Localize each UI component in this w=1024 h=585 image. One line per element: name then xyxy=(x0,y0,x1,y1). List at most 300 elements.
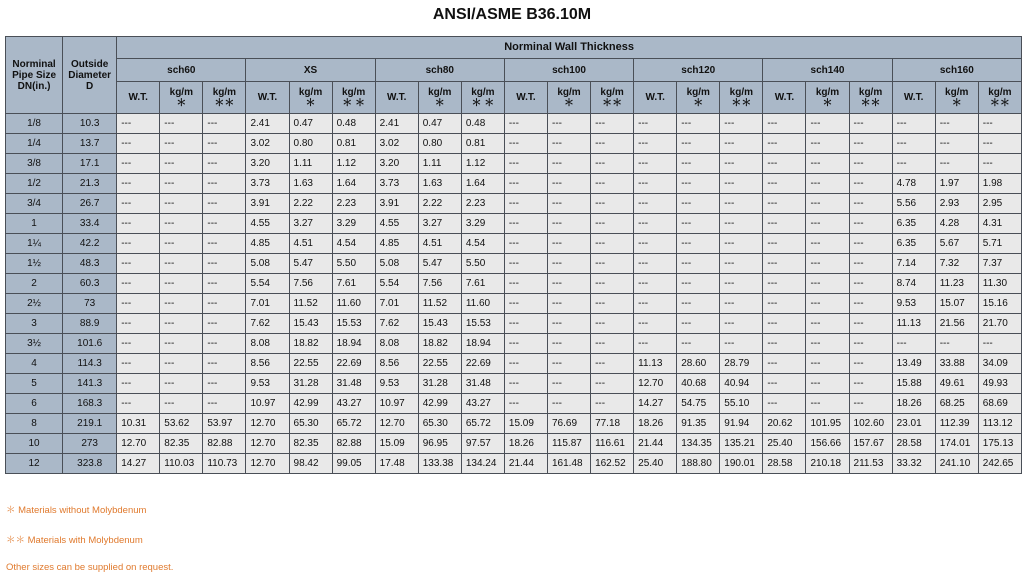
value-cell: --- xyxy=(806,234,849,254)
value-cell: --- xyxy=(806,354,849,374)
value-cell: --- xyxy=(160,294,203,314)
value-cell: --- xyxy=(591,274,634,294)
schedule-header: sch60 xyxy=(117,59,246,82)
value-cell: 7.14 xyxy=(892,254,935,274)
value-cell: 9.53 xyxy=(892,294,935,314)
value-cell: 65.72 xyxy=(332,414,375,434)
value-cell: --- xyxy=(677,114,720,134)
value-cell: 12.70 xyxy=(634,374,677,394)
value-cell: --- xyxy=(547,174,590,194)
value-cell: --- xyxy=(160,114,203,134)
value-cell: 2.41 xyxy=(375,114,418,134)
value-cell: 82.88 xyxy=(332,434,375,454)
value-cell: --- xyxy=(720,274,763,294)
weight-subheader: kg/m ＊ xyxy=(418,82,461,114)
value-cell: --- xyxy=(720,294,763,314)
value-cell: 4.55 xyxy=(246,214,289,234)
nominal-size-cell: 1/4 xyxy=(6,134,63,154)
value-cell: 7.61 xyxy=(332,274,375,294)
value-cell: --- xyxy=(504,314,547,334)
value-cell: 0.48 xyxy=(332,114,375,134)
schedule-header: sch80 xyxy=(375,59,504,82)
value-cell: 3.02 xyxy=(246,134,289,154)
value-cell: 7.01 xyxy=(246,294,289,314)
value-cell: 3.27 xyxy=(418,214,461,234)
value-cell: --- xyxy=(117,194,160,214)
weight-subheader: kg/m ＊ xyxy=(806,82,849,114)
value-cell: 21.70 xyxy=(978,314,1021,334)
value-cell: 96.95 xyxy=(418,434,461,454)
value-cell: --- xyxy=(677,134,720,154)
subcolumn-header-row xyxy=(6,82,1022,114)
value-cell: 33.88 xyxy=(935,354,978,374)
weight-subheader: kg/m ＊＊ xyxy=(978,82,1021,114)
value-cell: 42.99 xyxy=(418,394,461,414)
value-cell: --- xyxy=(504,294,547,314)
value-cell: 31.48 xyxy=(332,374,375,394)
value-cell: 20.62 xyxy=(763,414,806,434)
value-cell: 68.69 xyxy=(978,394,1021,414)
value-cell: 43.27 xyxy=(332,394,375,414)
value-cell: --- xyxy=(634,274,677,294)
value-cell: 10.97 xyxy=(246,394,289,414)
value-cell: --- xyxy=(806,134,849,154)
value-cell: --- xyxy=(591,134,634,154)
value-cell: 4.54 xyxy=(332,234,375,254)
value-cell: --- xyxy=(504,134,547,154)
schedule-header: sch140 xyxy=(763,59,892,82)
value-cell: 1.63 xyxy=(289,174,332,194)
value-cell: --- xyxy=(160,154,203,174)
value-cell: --- xyxy=(763,314,806,334)
value-cell: 7.56 xyxy=(289,274,332,294)
outside-diameter-cell: 168.3 xyxy=(63,394,117,414)
value-cell: --- xyxy=(591,334,634,354)
table-body xyxy=(6,114,1022,474)
value-cell: 15.43 xyxy=(289,314,332,334)
value-cell: --- xyxy=(763,354,806,374)
value-cell: --- xyxy=(849,334,892,354)
value-cell: 4.55 xyxy=(375,214,418,234)
value-cell: --- xyxy=(203,234,246,254)
nominal-size-cell: 1/2 xyxy=(6,174,63,194)
value-cell: 82.35 xyxy=(289,434,332,454)
value-cell: --- xyxy=(763,334,806,354)
value-cell: 3.73 xyxy=(246,174,289,194)
value-cell: 14.27 xyxy=(634,394,677,414)
value-cell: --- xyxy=(117,374,160,394)
value-cell: --- xyxy=(720,334,763,354)
value-cell: 1.11 xyxy=(289,154,332,174)
schedule-header-row xyxy=(6,59,1022,82)
value-cell: --- xyxy=(117,174,160,194)
value-cell: 11.23 xyxy=(935,274,978,294)
value-cell: 65.30 xyxy=(289,414,332,434)
nominal-size-header: Norminal Pipe Size DN(in.) xyxy=(6,37,63,114)
value-cell: 7.32 xyxy=(935,254,978,274)
value-cell: --- xyxy=(203,174,246,194)
value-cell: 175.13 xyxy=(978,434,1021,454)
value-cell: --- xyxy=(763,274,806,294)
value-cell: 5.56 xyxy=(892,194,935,214)
value-cell: 33.32 xyxy=(892,454,935,474)
value-cell: --- xyxy=(849,194,892,214)
value-cell: 11.52 xyxy=(418,294,461,314)
weight-subheader: kg/m ＊＊ xyxy=(720,82,763,114)
value-cell: 0.48 xyxy=(461,114,504,134)
value-cell: --- xyxy=(892,114,935,134)
value-cell: --- xyxy=(935,134,978,154)
value-cell: 7.62 xyxy=(246,314,289,334)
nominal-size-cell: 4 xyxy=(6,354,63,374)
value-cell: --- xyxy=(591,174,634,194)
value-cell: 28.58 xyxy=(763,454,806,474)
value-cell: --- xyxy=(849,354,892,374)
value-cell: --- xyxy=(634,194,677,214)
value-cell: 211.53 xyxy=(849,454,892,474)
value-cell: 18.26 xyxy=(504,434,547,454)
schedule-header: sch100 xyxy=(504,59,633,82)
value-cell: --- xyxy=(504,274,547,294)
value-cell: 12.70 xyxy=(246,454,289,474)
value-cell: 18.82 xyxy=(418,334,461,354)
value-cell: 156.66 xyxy=(806,434,849,454)
value-cell: 91.94 xyxy=(720,414,763,434)
weight-subheader: kg/m ＊ xyxy=(289,82,332,114)
value-cell: 28.58 xyxy=(892,434,935,454)
value-cell: 0.80 xyxy=(418,134,461,154)
value-cell: --- xyxy=(117,114,160,134)
value-cell: 11.52 xyxy=(289,294,332,314)
wall-thickness-subheader: W.T. xyxy=(763,82,806,114)
value-cell: 116.61 xyxy=(591,434,634,454)
value-cell: --- xyxy=(117,314,160,334)
value-cell: 15.09 xyxy=(375,434,418,454)
value-cell: --- xyxy=(591,314,634,334)
table-row xyxy=(6,374,1022,394)
value-cell: --- xyxy=(591,194,634,214)
value-cell: --- xyxy=(892,334,935,354)
nominal-size-cell: 5 xyxy=(6,374,63,394)
value-cell: 18.26 xyxy=(892,394,935,414)
value-cell: --- xyxy=(935,154,978,174)
value-cell: 15.16 xyxy=(978,294,1021,314)
outside-diameter-cell: 141.3 xyxy=(63,374,117,394)
value-cell: --- xyxy=(720,174,763,194)
outside-diameter-cell: 26.7 xyxy=(63,194,117,214)
value-cell: 110.03 xyxy=(160,454,203,474)
wall-thickness-subheader: W.T. xyxy=(504,82,547,114)
value-cell: --- xyxy=(677,254,720,274)
value-cell: --- xyxy=(160,194,203,214)
value-cell: 7.37 xyxy=(978,254,1021,274)
table-row xyxy=(6,454,1022,474)
value-cell: --- xyxy=(806,394,849,414)
nominal-size-cell: 1/8 xyxy=(6,114,63,134)
outside-diameter-cell: 323.8 xyxy=(63,454,117,474)
weight-subheader: kg/m ＊ xyxy=(160,82,203,114)
nominal-size-cell: 2½ xyxy=(6,294,63,314)
value-cell: 31.28 xyxy=(289,374,332,394)
value-cell: --- xyxy=(117,254,160,274)
value-cell: 49.61 xyxy=(935,374,978,394)
value-cell: --- xyxy=(547,374,590,394)
value-cell: 8.08 xyxy=(375,334,418,354)
value-cell: --- xyxy=(806,174,849,194)
weight-subheader: kg/m ＊＊ xyxy=(849,82,892,114)
value-cell: 174.01 xyxy=(935,434,978,454)
value-cell: --- xyxy=(806,154,849,174)
value-cell: 21.44 xyxy=(504,454,547,474)
value-cell: 8.56 xyxy=(375,354,418,374)
value-cell: 7.01 xyxy=(375,294,418,314)
nominal-size-cell: 3/4 xyxy=(6,194,63,214)
value-cell: 4.85 xyxy=(246,234,289,254)
value-cell: --- xyxy=(117,354,160,374)
table-row xyxy=(6,414,1022,434)
value-cell: --- xyxy=(978,134,1021,154)
value-cell: --- xyxy=(763,194,806,214)
value-cell: --- xyxy=(504,214,547,234)
value-cell: --- xyxy=(763,134,806,154)
value-cell: --- xyxy=(978,114,1021,134)
value-cell: 15.09 xyxy=(504,414,547,434)
value-cell: --- xyxy=(849,234,892,254)
value-cell: 3.91 xyxy=(375,194,418,214)
value-cell: 54.75 xyxy=(677,394,720,414)
value-cell: 4.51 xyxy=(418,234,461,254)
value-cell: --- xyxy=(160,234,203,254)
value-cell: --- xyxy=(806,314,849,334)
value-cell: 157.67 xyxy=(849,434,892,454)
table-row xyxy=(6,234,1022,254)
value-cell: 0.80 xyxy=(289,134,332,154)
value-cell: --- xyxy=(720,114,763,134)
value-cell: --- xyxy=(203,314,246,334)
value-cell: 9.53 xyxy=(246,374,289,394)
value-cell: 15.07 xyxy=(935,294,978,314)
value-cell: 7.56 xyxy=(418,274,461,294)
value-cell: 12.70 xyxy=(375,414,418,434)
value-cell: 5.71 xyxy=(978,234,1021,254)
outside-diameter-cell: 73 xyxy=(63,294,117,314)
table-row xyxy=(6,174,1022,194)
table-row xyxy=(6,354,1022,374)
value-cell: --- xyxy=(763,374,806,394)
value-cell: --- xyxy=(720,314,763,334)
nominal-size-cell: 3/8 xyxy=(6,154,63,174)
value-cell: --- xyxy=(203,114,246,134)
weight-subheader: kg/m ＊＊ xyxy=(203,82,246,114)
value-cell: 22.69 xyxy=(461,354,504,374)
value-cell: --- xyxy=(160,134,203,154)
table-row xyxy=(6,334,1022,354)
outside-diameter-cell: 13.7 xyxy=(63,134,117,154)
value-cell: --- xyxy=(591,294,634,314)
outside-diameter-cell: 273 xyxy=(63,434,117,454)
value-cell: 13.49 xyxy=(892,354,935,374)
value-cell: --- xyxy=(634,314,677,334)
value-cell: 1.12 xyxy=(461,154,504,174)
value-cell: --- xyxy=(634,214,677,234)
value-cell: 5.08 xyxy=(375,254,418,274)
outside-diameter-cell: 42.2 xyxy=(63,234,117,254)
value-cell: --- xyxy=(677,194,720,214)
value-cell: --- xyxy=(634,254,677,274)
value-cell: 0.81 xyxy=(461,134,504,154)
table-row xyxy=(6,254,1022,274)
value-cell: --- xyxy=(504,194,547,214)
nominal-size-cell: 6 xyxy=(6,394,63,414)
value-cell: --- xyxy=(720,134,763,154)
value-cell: 77.18 xyxy=(591,414,634,434)
outside-diameter-cell: 114.3 xyxy=(63,354,117,374)
wall-thickness-header: Norminal Wall Thickness xyxy=(117,37,1022,59)
value-cell: 2.93 xyxy=(935,194,978,214)
value-cell: 3.91 xyxy=(246,194,289,214)
value-cell: --- xyxy=(806,114,849,134)
value-cell: --- xyxy=(720,154,763,174)
value-cell: 22.55 xyxy=(418,354,461,374)
value-cell: 133.38 xyxy=(418,454,461,474)
value-cell: 98.42 xyxy=(289,454,332,474)
value-cell: --- xyxy=(547,254,590,274)
value-cell: 5.50 xyxy=(332,254,375,274)
nominal-size-cell: 1¼ xyxy=(6,234,63,254)
value-cell: --- xyxy=(504,234,547,254)
value-cell: 4.78 xyxy=(892,174,935,194)
value-cell: --- xyxy=(504,334,547,354)
value-cell: 1.98 xyxy=(978,174,1021,194)
value-cell: 102.60 xyxy=(849,414,892,434)
note-without-molybdenum: ＊ Materials without Molybdenum xyxy=(6,505,147,516)
value-cell: --- xyxy=(547,214,590,234)
value-cell: 99.05 xyxy=(332,454,375,474)
value-cell: --- xyxy=(547,194,590,214)
pipe-dimension-table xyxy=(5,36,1022,474)
value-cell: 5.47 xyxy=(289,254,332,274)
wall-thickness-subheader: W.T. xyxy=(892,82,935,114)
wall-thickness-subheader: W.T. xyxy=(117,82,160,114)
value-cell: 3.20 xyxy=(375,154,418,174)
outside-diameter-cell: 21.3 xyxy=(63,174,117,194)
value-cell: 21.56 xyxy=(935,314,978,334)
value-cell: 55.10 xyxy=(720,394,763,414)
value-cell: --- xyxy=(849,174,892,194)
value-cell: --- xyxy=(160,274,203,294)
schedule-header: sch160 xyxy=(892,59,1021,82)
value-cell: 5.50 xyxy=(461,254,504,274)
value-cell: 7.61 xyxy=(461,274,504,294)
page-title: ANSI/ASME B36.10M xyxy=(432,6,592,23)
value-cell: 12.70 xyxy=(246,414,289,434)
value-cell: --- xyxy=(806,274,849,294)
value-cell: --- xyxy=(160,174,203,194)
value-cell: 18.82 xyxy=(289,334,332,354)
value-cell: --- xyxy=(978,154,1021,174)
value-cell: --- xyxy=(547,334,590,354)
value-cell: --- xyxy=(591,254,634,274)
value-cell: 18.94 xyxy=(461,334,504,354)
value-cell: 4.85 xyxy=(375,234,418,254)
value-cell: 2.41 xyxy=(246,114,289,134)
value-cell: 22.69 xyxy=(332,354,375,374)
value-cell: --- xyxy=(117,214,160,234)
value-cell: 91.35 xyxy=(677,414,720,434)
value-cell: --- xyxy=(849,274,892,294)
value-cell: 1.64 xyxy=(461,174,504,194)
value-cell: 3.27 xyxy=(289,214,332,234)
value-cell: --- xyxy=(720,194,763,214)
value-cell: 8.08 xyxy=(246,334,289,354)
value-cell: --- xyxy=(504,374,547,394)
value-cell: --- xyxy=(203,134,246,154)
value-cell: 11.60 xyxy=(332,294,375,314)
value-cell: 7.62 xyxy=(375,314,418,334)
value-cell: --- xyxy=(547,234,590,254)
value-cell: --- xyxy=(203,274,246,294)
value-cell: --- xyxy=(763,114,806,134)
value-cell: 135.21 xyxy=(720,434,763,454)
value-cell: 4.54 xyxy=(461,234,504,254)
table-row xyxy=(6,134,1022,154)
value-cell: 5.47 xyxy=(418,254,461,274)
note-with-molybdenum: ＊＊ Materials with Molybdenum xyxy=(6,535,143,546)
value-cell: 2.95 xyxy=(978,194,1021,214)
wall-thickness-subheader: W.T. xyxy=(246,82,289,114)
value-cell: --- xyxy=(203,294,246,314)
value-cell: 5.54 xyxy=(246,274,289,294)
value-cell: --- xyxy=(547,294,590,314)
value-cell: 82.88 xyxy=(203,434,246,454)
value-cell: 12.70 xyxy=(117,434,160,454)
table-header xyxy=(6,37,1022,114)
value-cell: --- xyxy=(203,374,246,394)
nominal-size-cell: 12 xyxy=(6,454,63,474)
value-cell: --- xyxy=(763,154,806,174)
table-row xyxy=(6,314,1022,334)
value-cell: 6.35 xyxy=(892,234,935,254)
value-cell: 65.72 xyxy=(461,414,504,434)
value-cell: 65.30 xyxy=(418,414,461,434)
value-cell: --- xyxy=(504,114,547,134)
value-cell: --- xyxy=(634,234,677,254)
value-cell: 3.29 xyxy=(332,214,375,234)
value-cell: --- xyxy=(677,154,720,174)
value-cell: 15.53 xyxy=(461,314,504,334)
table-row xyxy=(6,294,1022,314)
weight-subheader: kg/m ＊ xyxy=(547,82,590,114)
value-cell: --- xyxy=(849,134,892,154)
value-cell: 21.44 xyxy=(634,434,677,454)
outside-diameter-cell: 101.6 xyxy=(63,334,117,354)
value-cell: 53.62 xyxy=(160,414,203,434)
value-cell: 10.31 xyxy=(117,414,160,434)
table-row xyxy=(6,214,1022,234)
value-cell: --- xyxy=(935,114,978,134)
value-cell: --- xyxy=(677,214,720,234)
value-cell: --- xyxy=(504,254,547,274)
value-cell: --- xyxy=(504,354,547,374)
outside-diameter-cell: 17.1 xyxy=(63,154,117,174)
header-row-top xyxy=(6,37,1022,59)
value-cell: --- xyxy=(547,274,590,294)
value-cell: --- xyxy=(849,254,892,274)
value-cell: --- xyxy=(763,294,806,314)
value-cell: 1.97 xyxy=(935,174,978,194)
value-cell: --- xyxy=(634,334,677,354)
value-cell: --- xyxy=(763,214,806,234)
